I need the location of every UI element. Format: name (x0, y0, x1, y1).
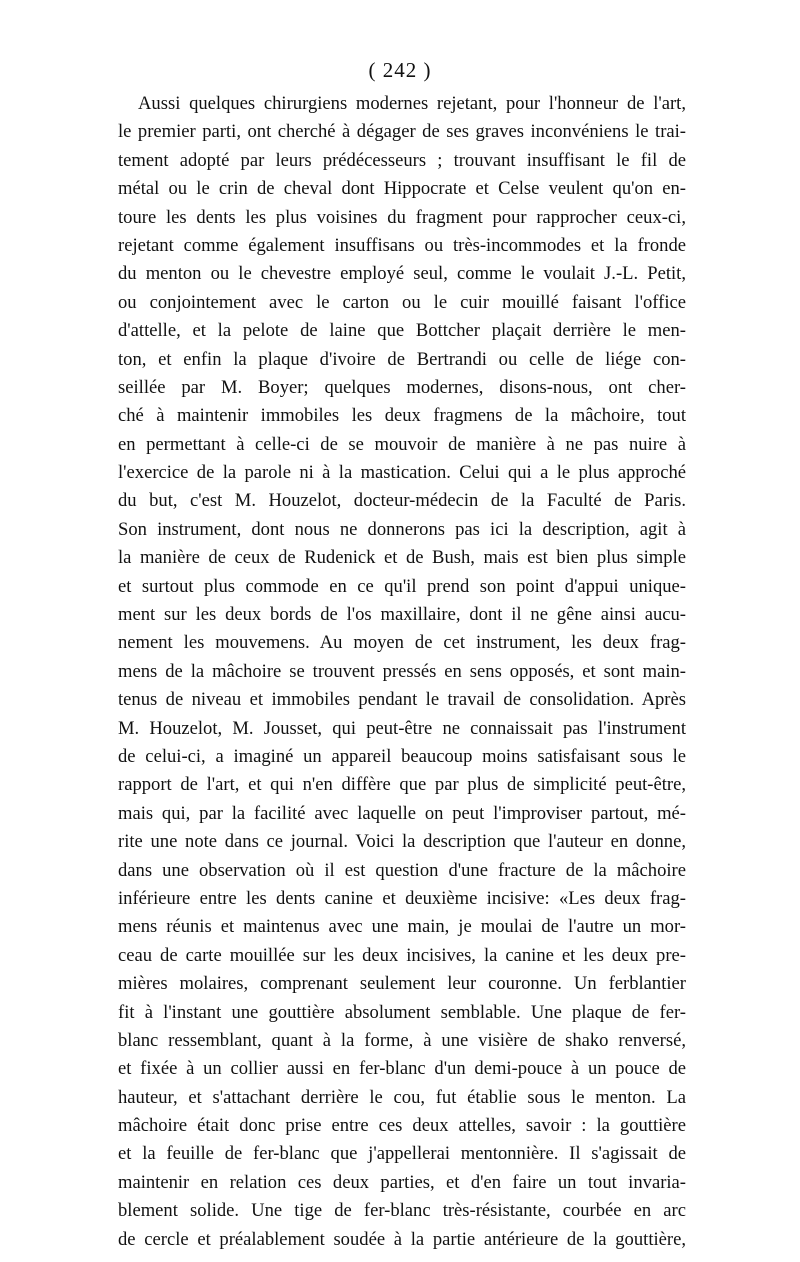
text-line: métal ou le crin de cheval dont Hippocrate et Celse veulent qu'on en- (118, 178, 686, 200)
text-line: Son instrument, dont nous ne donnerons pas ici la description, agit à (118, 518, 686, 540)
text-line: d'attelle, et la pelote de laine que Bottcher plaçait derrière le men- (118, 320, 686, 342)
text-line: hauteur, et s'attachant derrière le cou, fut établie sous le menton. La (118, 1086, 686, 1108)
page-number: ( 242 ) (368, 58, 432, 82)
text-line: seillée par M. Boyer; quelques modernes, disons-nous, ont cher- (118, 376, 686, 398)
text-line: du but, c'est M. Houzelot, docteur-médecin de la Faculté de Paris. (118, 490, 686, 512)
text-line: mens réunis et maintenus avec une main, je moulai de l'autre un mor- (118, 916, 686, 938)
text-line: mières molaires, comprenant seulement leur couronne. Un ferblantier (118, 973, 686, 995)
text-line: blement solide. Une tige de fer-blanc très-résistante, courbée en arc (118, 1200, 686, 1222)
text-line: de cercle et préalablement soudée à la partie antérieure de la gouttière, (118, 1228, 686, 1250)
text-line: Aussi quelques chirurgiens modernes rejetant, pour l'honneur de l'art, (138, 93, 686, 114)
text-line: la manière de ceux de Rudenick et de Bush, mais est bien plus simple (118, 547, 686, 569)
text-line: fit à l'instant une gouttière absolument semblable. Une plaque de fer- (118, 1001, 686, 1023)
text-line: rite une note dans ce journal. Voici la description que l'auteur en donne, (118, 831, 686, 853)
text-line: et fixée à un collier aussi en fer-blanc d'un demi-pouce à un pouce de (118, 1058, 686, 1080)
text-line: mâchoire était donc prise entre ces deux attelles, savoir : la gouttière (118, 1115, 686, 1137)
text-line: et surtout plus commode en ce qu'il prend son point d'appui unique- (118, 575, 686, 597)
text-line: mens de la mâchoire se trouvent pressés en sens opposés, et sont main- (118, 660, 686, 682)
text-line: ché à maintenir immobiles les deux fragmens de la mâchoire, tout (118, 405, 686, 427)
text-line: maintenir en relation ces deux parties, et d'en faire un tout invaria- (118, 1171, 686, 1193)
text-line: toure les dents les plus voisines du fragment pour rapprocher ceux-ci, (118, 206, 686, 228)
text-line: mais qui, par la facilité avec laquelle on peut l'improviser partout, mé- (118, 802, 686, 824)
text-line: ceau de carte mouillée sur les deux incisives, la canine et les deux pre- (118, 944, 686, 966)
text-line: en permettant à celle-ci de se mouvoir de manière à ne pas nuire à (118, 433, 686, 455)
text-line: et la feuille de fer-blanc que j'appellerai mentonnière. Il s'agissait de (118, 1143, 686, 1165)
text-line: l'exercice de la parole ni à la mastication. Celui qui a le plus approché (118, 462, 686, 484)
text-line: inférieure entre les dents canine et deuxième incisive: «Les deux frag- (118, 887, 686, 909)
body-text (118, 90, 686, 1254)
text-line: ou conjointement avec le carton ou le cuir mouillé faisant l'office (118, 291, 686, 313)
text-line: dans une observation où il est question d'une fracture de la mâchoire (118, 859, 686, 881)
text-line: rejetant comme également insuffisans ou très-incommodes et la fronde (118, 234, 686, 256)
text-line: tement adopté par leurs prédécesseurs ; trouvant insuffisant le fil de (118, 149, 686, 171)
text-line: nement les mouvemens. Au moyen de cet instrument, les deux frag- (118, 632, 686, 654)
text-line: blanc ressemblant, quant à la forme, à une visière de shako renversé, (118, 1029, 686, 1051)
text-line: de celui-ci, a imaginé un appareil beaucoup moins satisfaisant sous le (118, 745, 686, 767)
text-line: tenus de niveau et immobiles pendant le travail de consolidation. Après (118, 689, 686, 711)
text-line: rapport de l'art, et qui n'en diffère que par plus de simplicité peut-être, (118, 774, 686, 796)
text-line: le premier parti, ont cherché à dégager de ses graves inconvéniens le trai- (118, 121, 686, 143)
text-line: ton, et enfin la plaque d'ivoire de Bertrandi ou celle de liége con- (118, 348, 686, 370)
text-line: du menton ou le chevestre employé seul, comme le voulait J.-L. Petit, (118, 263, 686, 285)
text-line: M. Houzelot, M. Jousset, qui peut-être ne connaissait pas l'instrument (118, 717, 686, 739)
text-line: ment sur les deux bords de l'os maxillaire, dont il ne gêne ainsi aucu- (118, 604, 686, 626)
